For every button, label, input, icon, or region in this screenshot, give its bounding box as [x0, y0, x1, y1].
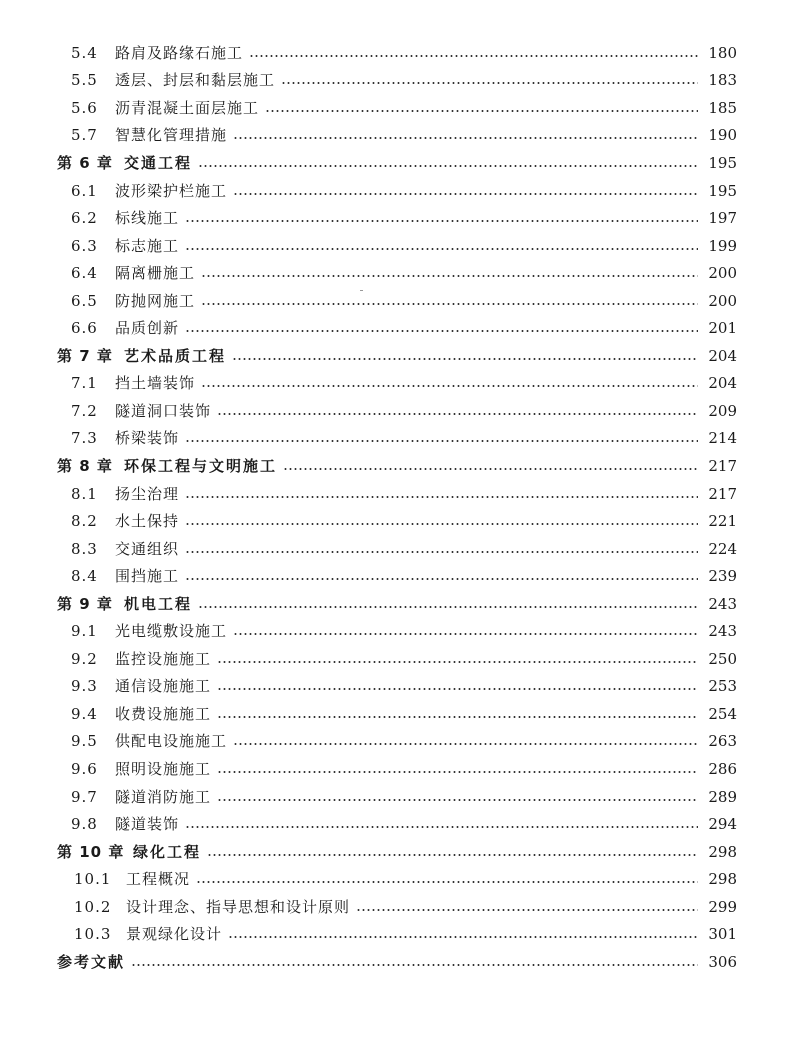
section-number: 7.1 [71, 374, 98, 393]
toc-section-row [0, 425, 790, 453]
section-number: 5.5 [71, 71, 98, 90]
section-number: 6.6 [71, 319, 98, 338]
chapter-number: 第 10 章 [57, 842, 125, 861]
dot-leader [185, 523, 698, 525]
section-number: 7.2 [71, 401, 98, 420]
dot-leader [217, 413, 698, 415]
section-number: 6.1 [71, 181, 98, 200]
section-title: 交通组织 [115, 539, 180, 558]
page-number: 209 [708, 401, 737, 420]
section-title: 工程概况 [126, 870, 191, 889]
toc-section-row [0, 755, 790, 783]
chapter-title: 机电工程 [124, 594, 193, 613]
toc-section-row [0, 893, 790, 921]
dot-leader [217, 799, 698, 801]
dot-leader [232, 358, 698, 360]
dot-leader [265, 110, 698, 112]
toc-section-row [0, 700, 790, 728]
section-number: 8.3 [71, 539, 98, 558]
dot-leader [217, 688, 698, 690]
section-title: 隧道洞口装饰 [115, 401, 212, 420]
toc-section-row [0, 535, 790, 563]
section-number: 5.4 [71, 43, 98, 62]
dot-leader [185, 551, 698, 553]
page-number: 180 [708, 43, 737, 62]
page-number: 183 [708, 71, 737, 90]
toc-section-row [0, 204, 790, 232]
toc-section-row [0, 39, 790, 67]
toc-section-row [0, 810, 790, 838]
page-number: 217 [708, 484, 737, 503]
dot-leader [201, 275, 698, 277]
section-number: 9.7 [71, 787, 98, 806]
toc-chapter-row [0, 342, 790, 370]
chapter-title: 绿化工程 [133, 842, 202, 861]
dot-leader [281, 82, 698, 84]
toc-section-row [0, 480, 790, 508]
toc-section-row [0, 232, 790, 260]
toc-chapter-row [0, 590, 790, 618]
page-number: 190 [708, 126, 737, 145]
scan-speck [360, 290, 363, 291]
toc-chapter-row [0, 838, 790, 866]
section-title: 防抛网施工 [115, 291, 196, 310]
chapter-number: 第 9 章 [57, 594, 113, 613]
dot-leader [217, 771, 698, 773]
section-number: 10.3 [74, 925, 112, 944]
page-number: 298 [708, 842, 737, 861]
page-number: 201 [708, 319, 737, 338]
dot-leader [196, 881, 698, 883]
section-title: 隔离栅施工 [115, 264, 196, 283]
dot-leader [283, 468, 698, 470]
dot-leader [185, 440, 698, 442]
section-title: 波形梁护栏施工 [115, 181, 228, 200]
dot-leader [201, 385, 698, 387]
chapter-number: 第 7 章 [57, 346, 113, 365]
section-number: 5.7 [71, 126, 98, 145]
page-number: 298 [708, 870, 737, 889]
section-number: 6.2 [71, 209, 98, 228]
page-number: 306 [708, 952, 737, 971]
page-number: 221 [708, 512, 737, 531]
section-number: 9.4 [71, 704, 98, 723]
toc-section-row [0, 122, 790, 150]
toc-section-row [0, 397, 790, 425]
toc-section-row [0, 673, 790, 701]
dot-leader [233, 743, 698, 745]
page-number: 263 [708, 732, 737, 751]
page-number: 200 [708, 264, 737, 283]
dot-leader [217, 661, 698, 663]
toc-section-row [0, 370, 790, 398]
page-number: 250 [708, 649, 737, 668]
section-number: 10.1 [74, 870, 112, 889]
page-number: 243 [708, 622, 737, 641]
page-number: 204 [708, 374, 737, 393]
section-title: 标志施工 [115, 236, 180, 255]
section-number: 6.5 [71, 291, 98, 310]
section-title: 通信设施施工 [115, 677, 212, 696]
toc-section-row [0, 865, 790, 893]
dot-leader [201, 303, 698, 305]
page-number: 195 [708, 153, 737, 172]
page-number: 299 [708, 897, 737, 916]
dot-leader [185, 578, 698, 580]
section-title: 透层、封层和黏层施工 [115, 71, 276, 90]
toc-section-row [0, 617, 790, 645]
section-title: 品质创新 [115, 319, 180, 338]
section-number: 6.4 [71, 264, 98, 283]
dot-leader [207, 854, 698, 856]
toc-section-row [0, 645, 790, 673]
section-number: 9.1 [71, 622, 98, 641]
references-title: 参考文献 [57, 952, 126, 971]
toc-section-row [0, 94, 790, 122]
table-of-contents [0, 39, 790, 976]
toc-chapter-row [0, 149, 790, 177]
page-number: 204 [708, 346, 737, 365]
chapter-number: 第 6 章 [57, 153, 113, 172]
section-number: 9.5 [71, 732, 98, 751]
page-number: 185 [708, 98, 737, 117]
section-title: 景观绿化设计 [126, 925, 223, 944]
page-number: 254 [708, 704, 737, 723]
toc-references-row [0, 948, 790, 976]
section-title: 监控设施施工 [115, 649, 212, 668]
toc-section-row [0, 287, 790, 315]
toc-section-row [0, 562, 790, 590]
dot-leader [233, 193, 698, 195]
chapter-title: 交通工程 [124, 153, 193, 172]
page-number: 224 [708, 539, 737, 558]
dot-leader [185, 496, 698, 498]
dot-leader [185, 248, 698, 250]
page-number: 197 [708, 209, 737, 228]
page-number: 243 [708, 594, 737, 613]
section-number: 8.4 [71, 567, 98, 586]
dot-leader [198, 165, 698, 167]
chapter-title: 环保工程与文明施工 [124, 456, 278, 475]
section-title: 隧道消防施工 [115, 787, 212, 806]
toc-section-row [0, 259, 790, 287]
toc-section-row [0, 507, 790, 535]
page-number: 253 [708, 677, 737, 696]
chapter-title: 艺术品质工程 [124, 346, 227, 365]
toc-section-row [0, 921, 790, 949]
page-number: 199 [708, 236, 737, 255]
toc-section-row [0, 177, 790, 205]
section-number: 8.2 [71, 512, 98, 531]
section-title: 设计理念、指导思想和设计原则 [126, 897, 351, 916]
section-title: 桥梁装饰 [115, 429, 180, 448]
page-number: 301 [708, 925, 737, 944]
dot-leader [198, 606, 698, 608]
dot-leader [249, 55, 698, 57]
section-number: 9.2 [71, 649, 98, 668]
section-title: 隧道装饰 [115, 815, 180, 834]
dot-leader [185, 330, 698, 332]
section-number: 9.3 [71, 677, 98, 696]
toc-section-row [0, 728, 790, 756]
section-title: 照明设施施工 [115, 759, 212, 778]
section-title: 围挡施工 [115, 567, 180, 586]
section-title: 光电缆敷设施工 [115, 622, 228, 641]
section-title: 水土保持 [115, 512, 180, 531]
dot-leader [217, 716, 698, 718]
toc-section-row [0, 67, 790, 95]
section-number: 5.6 [71, 98, 98, 117]
section-title: 标线施工 [115, 209, 180, 228]
section-number: 9.6 [71, 759, 98, 778]
page-number: 195 [708, 181, 737, 200]
toc-section-row [0, 783, 790, 811]
page-number: 289 [708, 787, 737, 806]
section-title: 沥青混凝土面层施工 [115, 98, 260, 117]
section-title: 挡土墙装饰 [115, 374, 196, 393]
toc-section-row [0, 314, 790, 342]
section-number: 10.2 [74, 897, 112, 916]
section-title: 供配电设施施工 [115, 732, 228, 751]
dot-leader [185, 220, 698, 222]
dot-leader [228, 936, 698, 938]
toc-chapter-row [0, 452, 790, 480]
dot-leader [356, 909, 698, 911]
section-number: 9.8 [71, 815, 98, 834]
page-number: 214 [708, 429, 737, 448]
dot-leader [233, 137, 698, 139]
section-title: 智慧化管理措施 [115, 126, 228, 145]
section-number: 6.3 [71, 236, 98, 255]
dot-leader [233, 633, 698, 635]
page-number: 200 [708, 291, 737, 310]
chapter-number: 第 8 章 [57, 456, 113, 475]
section-number: 8.1 [71, 484, 98, 503]
dot-leader [131, 964, 698, 966]
section-title: 路肩及路缘石施工 [115, 43, 244, 62]
section-title: 收费设施施工 [115, 704, 212, 723]
page-number: 217 [708, 456, 737, 475]
section-number: 7.3 [71, 429, 98, 448]
page-number: 286 [708, 759, 737, 778]
page-number: 239 [708, 567, 737, 586]
dot-leader [185, 826, 698, 828]
section-title: 扬尘治理 [115, 484, 180, 503]
page-number: 294 [708, 815, 737, 834]
